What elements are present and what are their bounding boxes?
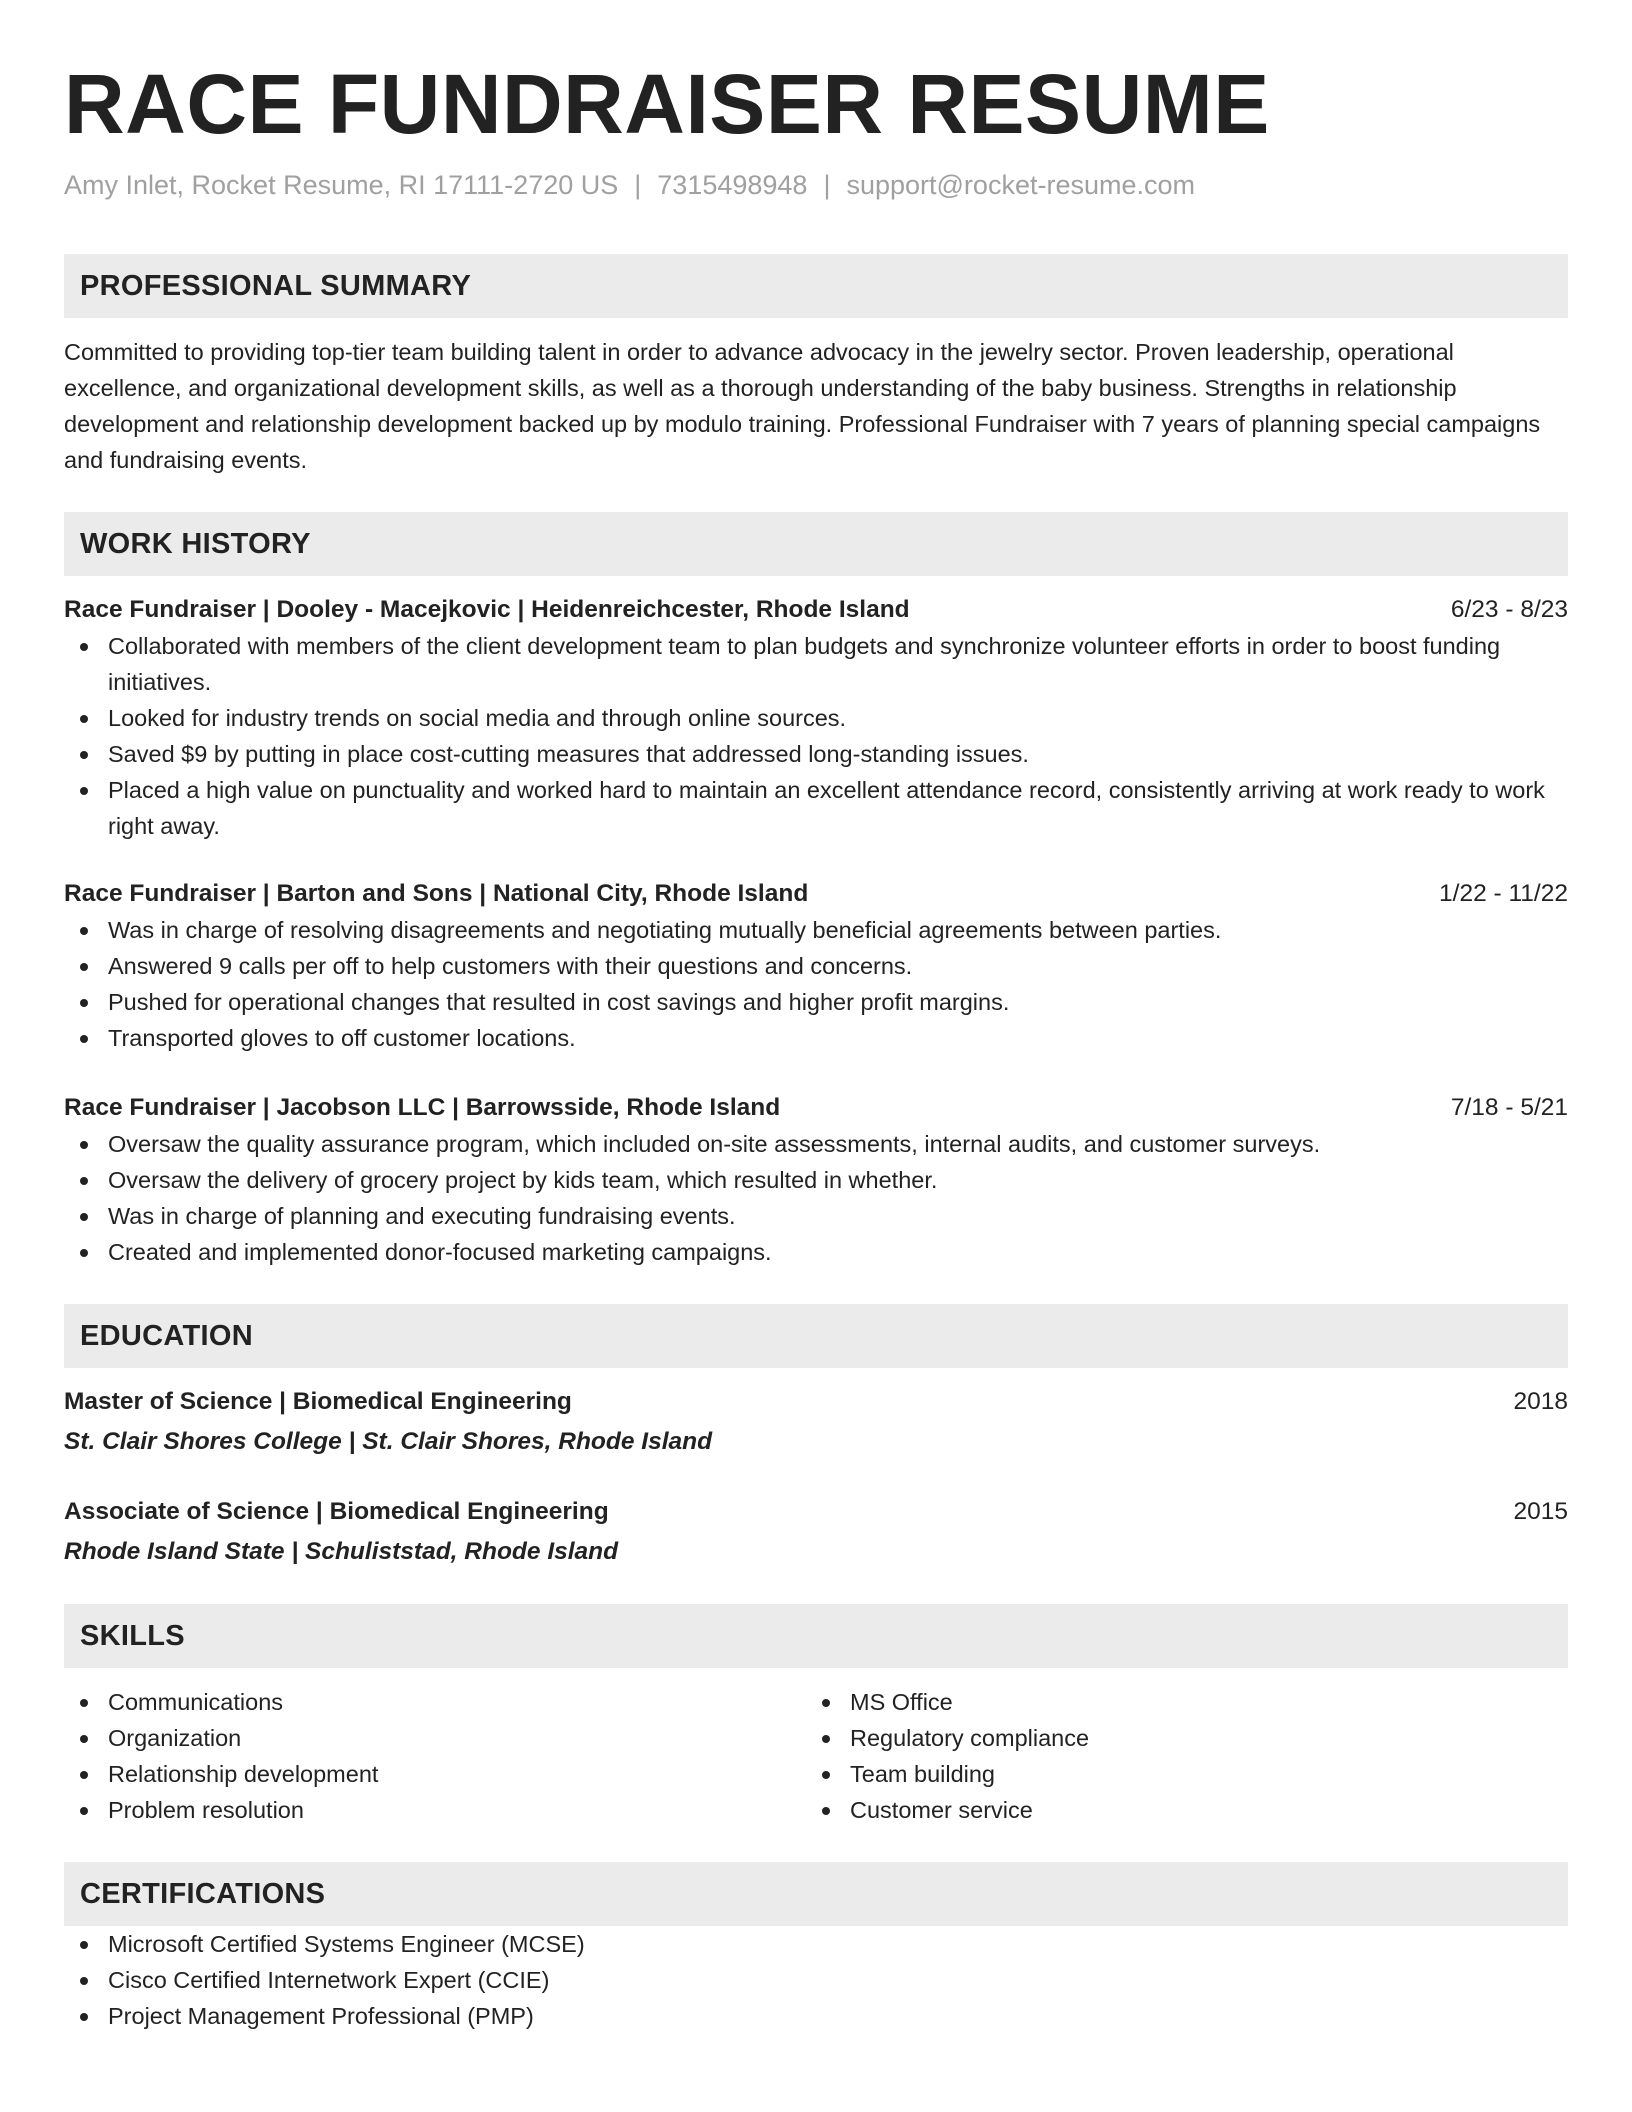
- skill-item: Team building: [806, 1756, 1548, 1792]
- certification-item: Project Management Professional (PMP): [64, 1998, 1568, 2034]
- section-header-certifications: CERTIFICATIONS: [64, 1862, 1568, 1926]
- contact-address: Amy Inlet, Rocket Resume, RI 17111-2720 US: [64, 170, 619, 200]
- education-degree: Associate of Science | Biomedical Engineering: [64, 1498, 609, 1525]
- skill-item: Organization: [64, 1720, 806, 1756]
- job-dates: 7/18 - 5/21: [1450, 1094, 1568, 1121]
- job-bullet: Oversaw the quality assurance program, which included on-site assessments, internal audits, and customer surveys.: [64, 1126, 1568, 1162]
- contact-email[interactable]: support@rocket-resume.com: [846, 170, 1195, 200]
- skills-list-right: [806, 1684, 1548, 1828]
- certification-item: Microsoft Certified Systems Engineer (MCSE): [64, 1926, 1568, 1962]
- section-header-skills: SKILLS: [64, 1604, 1568, 1668]
- contact-separator: |: [823, 170, 831, 200]
- certification-item: Cisco Certified Internetwork Expert (CCIE): [64, 1962, 1568, 1998]
- resume-page: [64, 0, 1568, 2034]
- contact-line: [64, 166, 1568, 204]
- job-bullet: Collaborated with members of the client development team to plan budgets and synchronize volunteer efforts in order to boost funding initiatives.: [64, 628, 1568, 700]
- contact-separator: |: [634, 170, 642, 200]
- job-header: [64, 592, 1568, 628]
- education-year: 2015: [1513, 1498, 1568, 1525]
- job-bullet-list: [64, 628, 1568, 844]
- skills-columns: [64, 1684, 1568, 1828]
- section-header-summary: PROFESSIONAL SUMMARY: [64, 254, 1568, 318]
- education-degree: Master of Science | Biomedical Engineering: [64, 1388, 572, 1415]
- skill-item: MS Office: [806, 1684, 1548, 1720]
- job-bullet-list: [64, 912, 1568, 1056]
- summary-text: Committed to providing top-tier team building talent in order to advance advocacy in the jewelry sector. Proven leadership, operational excellence, and organizational development skills, as well as a thorough understanding of the baby business. Strengths in relationship development and relationship development backed up by modulo training. Professional Fundraiser with 7 years of planning special campaigns and fundraising events.: [64, 339, 1541, 473]
- job-entry: [64, 592, 1568, 844]
- skill-item: Regulatory compliance: [806, 1720, 1548, 1756]
- education-entry: [64, 1494, 1568, 1570]
- education-school: Rhode Island State | Schuliststad, Rhode Island: [64, 1538, 619, 1565]
- education-header: [64, 1494, 1568, 1530]
- job-bullet: Transported gloves to off customer locations.: [64, 1020, 1568, 1056]
- job-bullet: Was in charge of resolving disagreements and negotiating mutually beneficial agreements between parties.: [64, 912, 1568, 948]
- job-bullet: Created and implemented donor-focused marketing campaigns.: [64, 1234, 1568, 1270]
- job-bullet: Pushed for operational changes that resulted in cost savings and higher profit margins.: [64, 984, 1568, 1020]
- resume-title: RACE FUNDRAISER RESUME: [64, 57, 1270, 151]
- job-entry: [64, 1090, 1568, 1270]
- section-header-education: EDUCATION: [64, 1304, 1568, 1368]
- job-header: [64, 1090, 1568, 1126]
- job-title: Race Fundraiser | Jacobson LLC | Barrowsside, Rhode Island: [64, 1094, 781, 1121]
- education-school: St. Clair Shores College | St. Clair Shores, Rhode Island: [64, 1428, 713, 1455]
- job-bullet-list: [64, 1126, 1568, 1270]
- education-entry: [64, 1384, 1568, 1460]
- contact-phone: 7315498948: [657, 170, 808, 200]
- certifications-list: [64, 1926, 1568, 2034]
- job-bullet: Placed a high value on punctuality and worked hard to maintain an excellent attendance record, consistently arriving at work ready to work right away.: [64, 772, 1568, 844]
- job-bullet: Looked for industry trends on social media and through online sources.: [64, 700, 1568, 736]
- skill-item: Relationship development: [64, 1756, 806, 1792]
- skill-item: Communications: [64, 1684, 806, 1720]
- skill-item: Problem resolution: [64, 1792, 806, 1828]
- job-dates: 6/23 - 8/23: [1450, 596, 1568, 623]
- job-title: Race Fundraiser | Dooley - Macejkovic | Heidenreichcester, Rhode Island: [64, 596, 910, 623]
- job-bullet: Oversaw the delivery of grocery project by kids team, which resulted in whether.: [64, 1162, 1568, 1198]
- job-bullet: Was in charge of planning and executing fundraising events.: [64, 1198, 1568, 1234]
- job-entry: [64, 876, 1568, 1056]
- job-bullet: Answered 9 calls per off to help customers with their questions and concerns.: [64, 948, 1568, 984]
- job-header: [64, 876, 1568, 912]
- skills-list-left: [64, 1684, 806, 1828]
- skill-item: Customer service: [806, 1792, 1548, 1828]
- job-title: Race Fundraiser | Barton and Sons | National City, Rhode Island: [64, 880, 809, 907]
- education-header: [64, 1384, 1568, 1420]
- job-dates: 1/22 - 11/22: [1439, 880, 1568, 907]
- education-year: 2018: [1513, 1388, 1568, 1415]
- section-header-work-history: WORK HISTORY: [64, 512, 1568, 576]
- job-bullet: Saved $9 by putting in place cost-cutting measures that addressed long-standing issues.: [64, 736, 1568, 772]
